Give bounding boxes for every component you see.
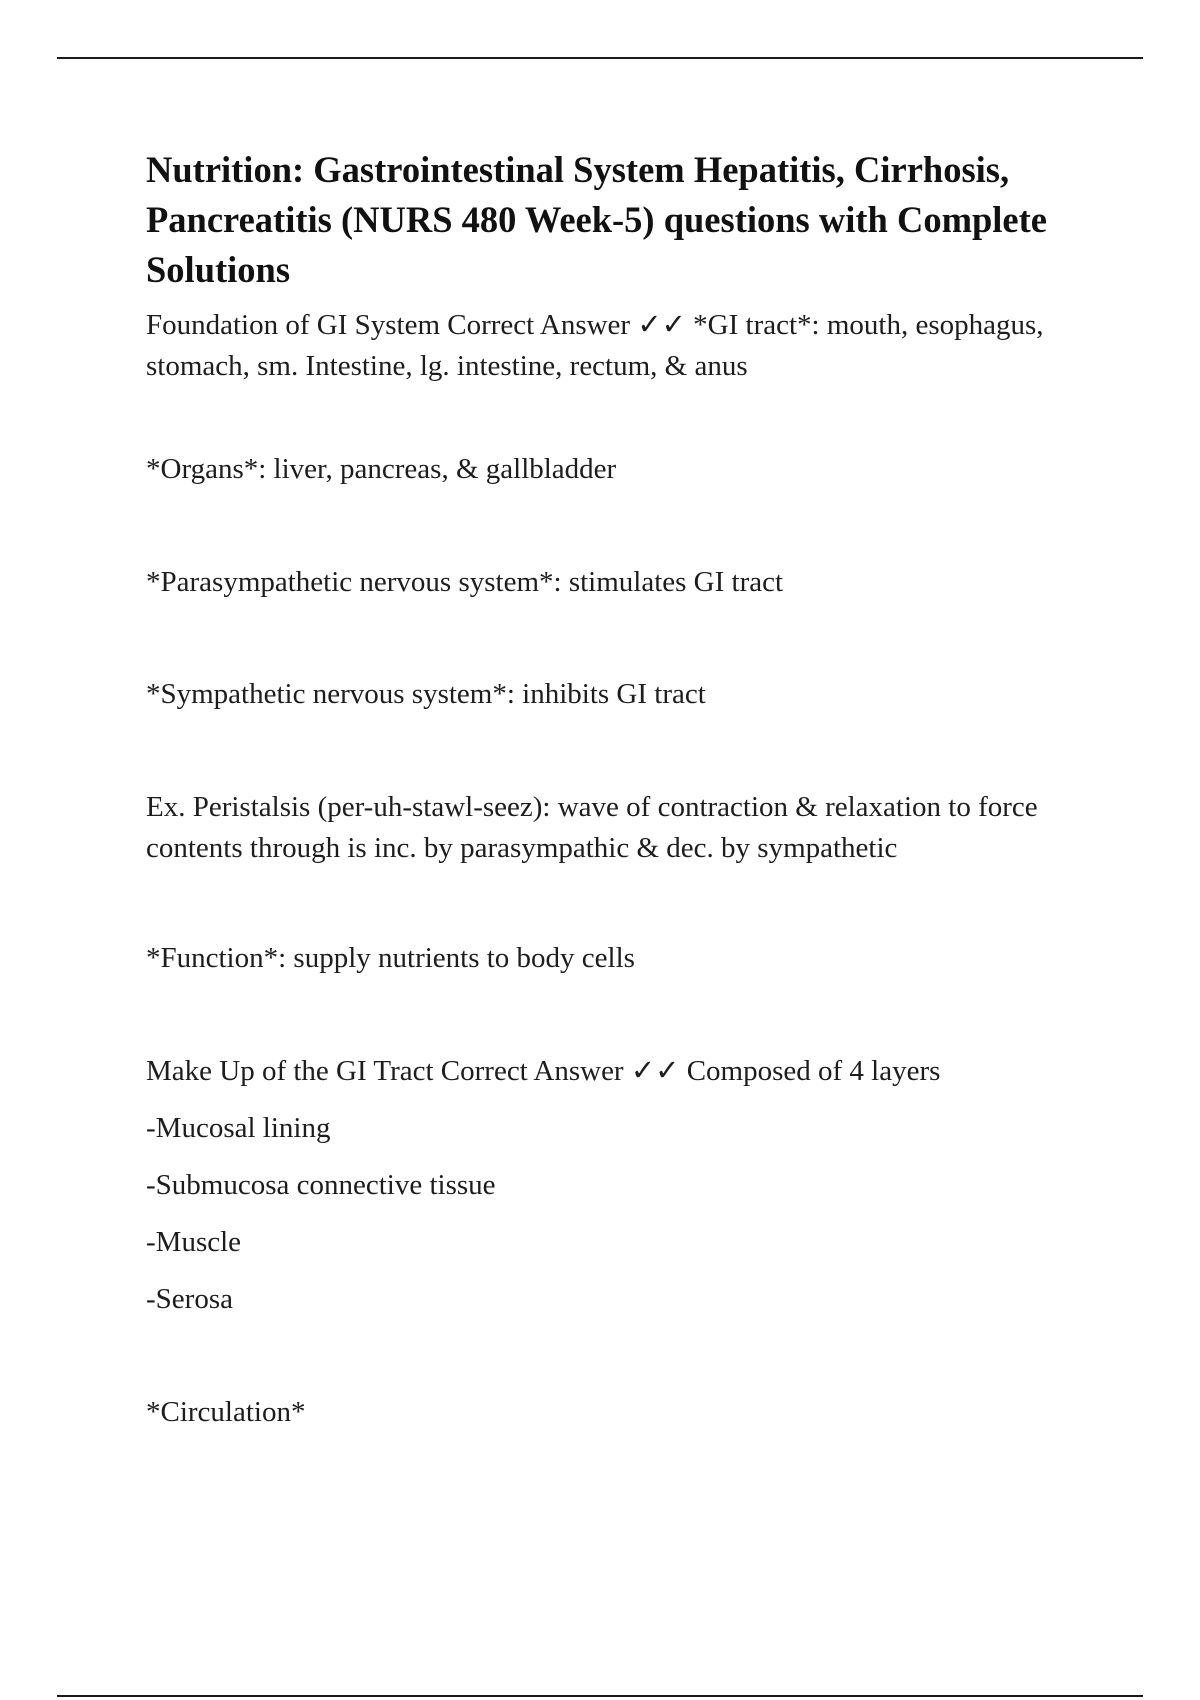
paragraph-parasympathetic: *Parasympathetic nervous system*: stimulates GI tract [146,566,784,598]
document-body [146,145,1096,1433]
top-divider [57,57,1143,59]
paragraph-peristalsis: Ex. Peristalsis (per-uh-stawl-seez): wave of contraction & relaxation to force contents through is inc. by parasympathic & dec. by sympathetic [146,791,1038,864]
list-item: -Serosa [146,1283,233,1315]
document-title: Nutrition: Gastrointestinal System Hepatitis, Cirrhosis, Pancreatitis (NURS 480 Week-5) questions with Complete Solutions [146,149,1047,290]
paragraph-function: *Function*: supply nutrients to body cells [146,942,635,974]
paragraph-sympathetic: *Sympathetic nervous system*: inhibits GI tract [146,678,706,710]
paragraph-foundation: Foundation of GI System Correct Answer ✓✓ *GI tract*: mouth, esophagus, stomach, sm. Intestine, lg. intestine, rectum, & anus [146,309,1044,382]
list-item: -Submucosa connective tissue [146,1169,496,1201]
list-item: -Mucosal lining [146,1112,331,1144]
paragraph-makeup-heading: Make Up of the GI Tract Correct Answer ✓✓ Composed of 4 layers [146,1055,941,1087]
layer-list [146,1108,1096,1320]
paragraph-organs: *Organs*: liver, pancreas, & gallbladder [146,453,617,485]
list-item: -Muscle [146,1226,242,1258]
bottom-divider [57,1695,1143,1697]
paragraph-circulation: *Circulation* [146,1396,306,1428]
